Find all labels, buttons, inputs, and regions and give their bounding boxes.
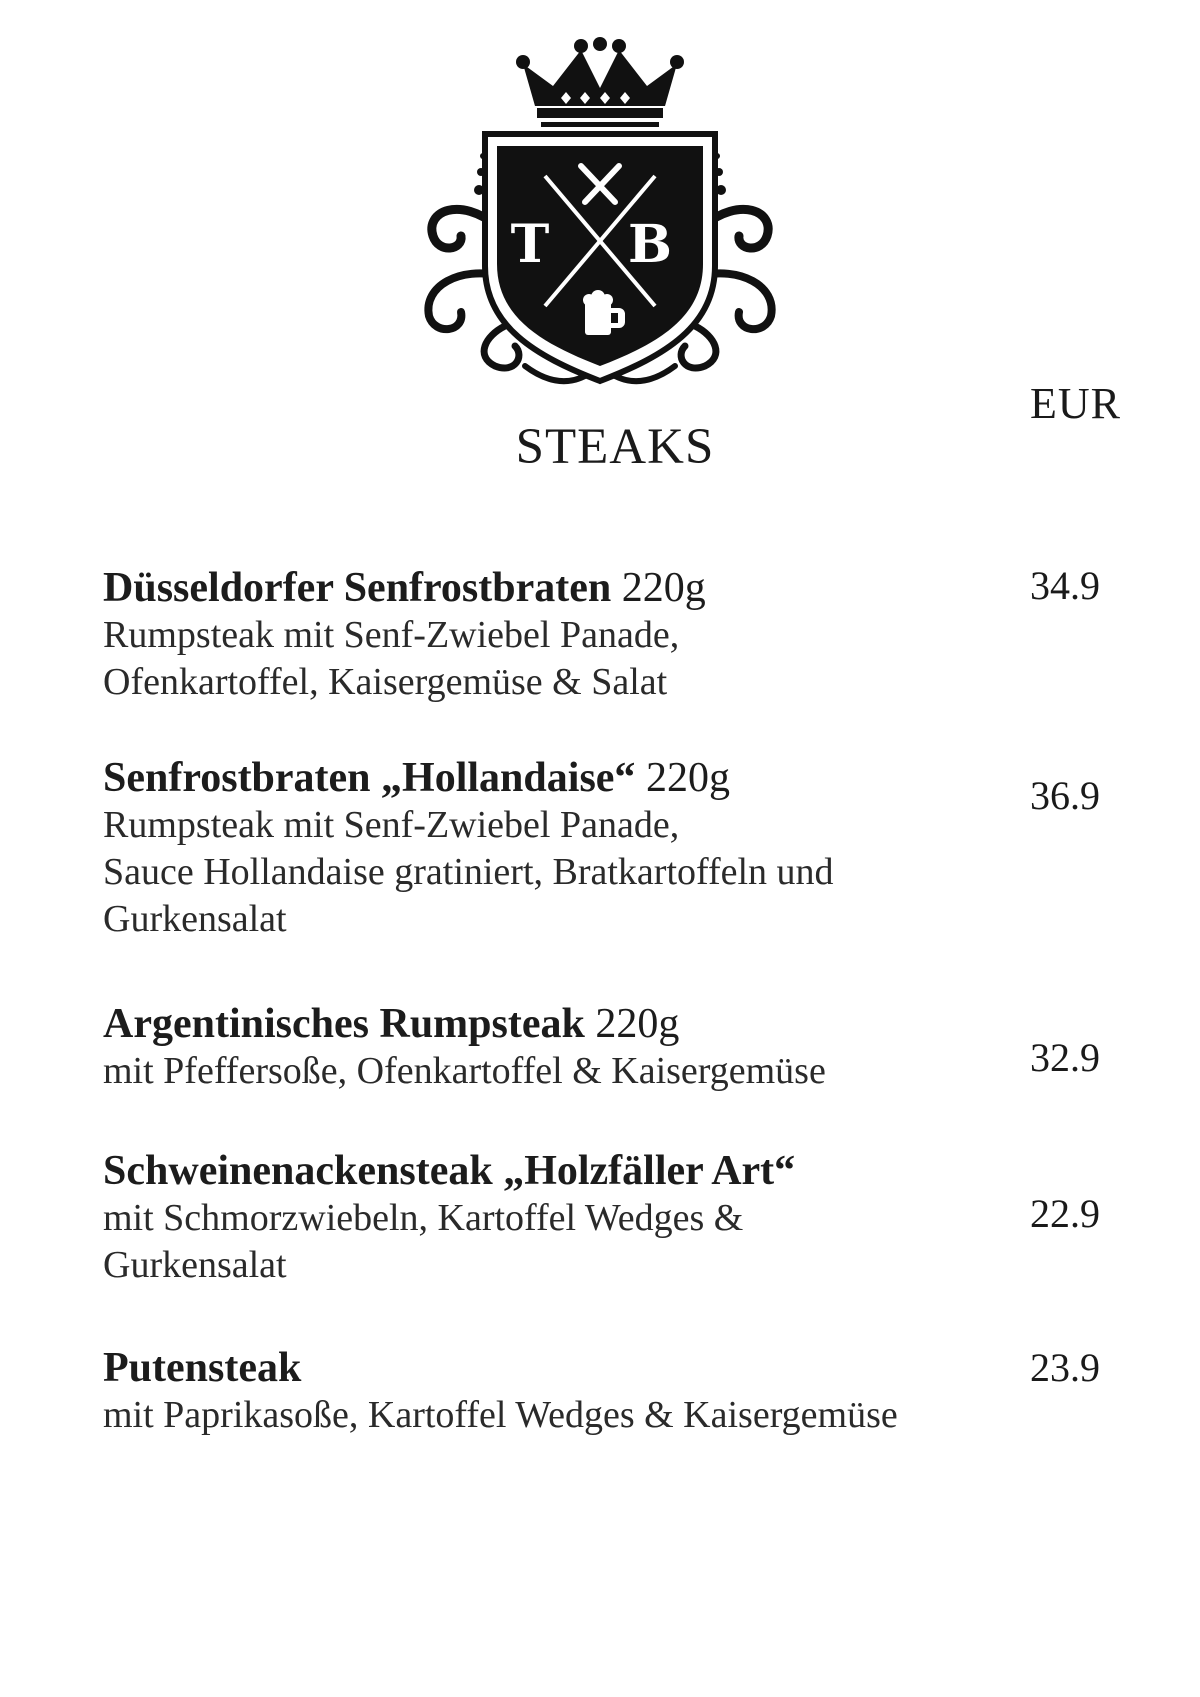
menu-item	[103, 564, 1003, 706]
menu-item-description: Rumpsteak mit Senf-Zwiebel Panade,	[103, 614, 680, 656]
menu-item-description: Gurkensalat	[103, 1244, 287, 1286]
menu-item-name: Putensteak	[103, 1345, 302, 1391]
menu-item-description: Gurkensalat	[103, 898, 287, 940]
section-title: STEAKS	[515, 419, 715, 475]
menu-item-price: 23.9	[1030, 1345, 1100, 1390]
menu-item-title	[103, 1000, 1003, 1048]
menu-item-weight: 220g	[611, 565, 706, 611]
menu-item-description: Ofenkartoffel, Kaisergemüse & Salat	[103, 661, 668, 703]
menu-item-description: mit Paprikasoße, Kartoffel Wedges & Kaisergemüse	[103, 1394, 898, 1436]
menu-item-description: mit Pfeffersoße, Ofenkartoffel & Kaisergemüse	[103, 1050, 826, 1092]
menu-item	[103, 1344, 1003, 1439]
menu-item	[103, 1147, 1003, 1289]
menu-item-price: 34.9	[1030, 563, 1100, 608]
menu-item-description: mit Schmorzwiebeln, Kartoffel Wedges &	[103, 1197, 744, 1239]
menu-item-title	[103, 1147, 1003, 1195]
menu-item	[103, 1000, 1003, 1095]
menu-item-name: Senfrostbraten „Hollandaise“	[103, 755, 636, 801]
menu-item-title	[103, 564, 1003, 612]
menu-item-name: Schweinenackensteak „Holzfäller Art“	[103, 1148, 796, 1194]
restaurant-logo	[405, 36, 795, 406]
menu-item	[103, 754, 1003, 943]
menu-item-price: 36.9	[1030, 773, 1100, 818]
logo-letter-b: B	[628, 214, 672, 275]
currency-label: EUR	[1030, 379, 1121, 428]
menu-item-title	[103, 1344, 1003, 1392]
menu-item-description: Sauce Hollandaise gratiniert, Bratkartoffeln und	[103, 851, 834, 893]
menu-item-weight: 220g	[584, 1001, 680, 1047]
crown-icon	[516, 37, 684, 127]
menu-item-name: Argentinisches Rumpsteak	[103, 1001, 585, 1047]
menu-item-title	[103, 754, 1003, 802]
menu-item-price: 32.9	[1030, 1035, 1100, 1080]
menu-item-price: 22.9	[1030, 1191, 1100, 1236]
logo-letter-t: T	[510, 214, 550, 275]
menu-item-name: Düsseldorfer Senfrostbraten	[103, 565, 612, 611]
menu-item-description: Rumpsteak mit Senf-Zwiebel Panade,	[103, 804, 680, 846]
menu-item-weight: 220g	[635, 755, 730, 801]
